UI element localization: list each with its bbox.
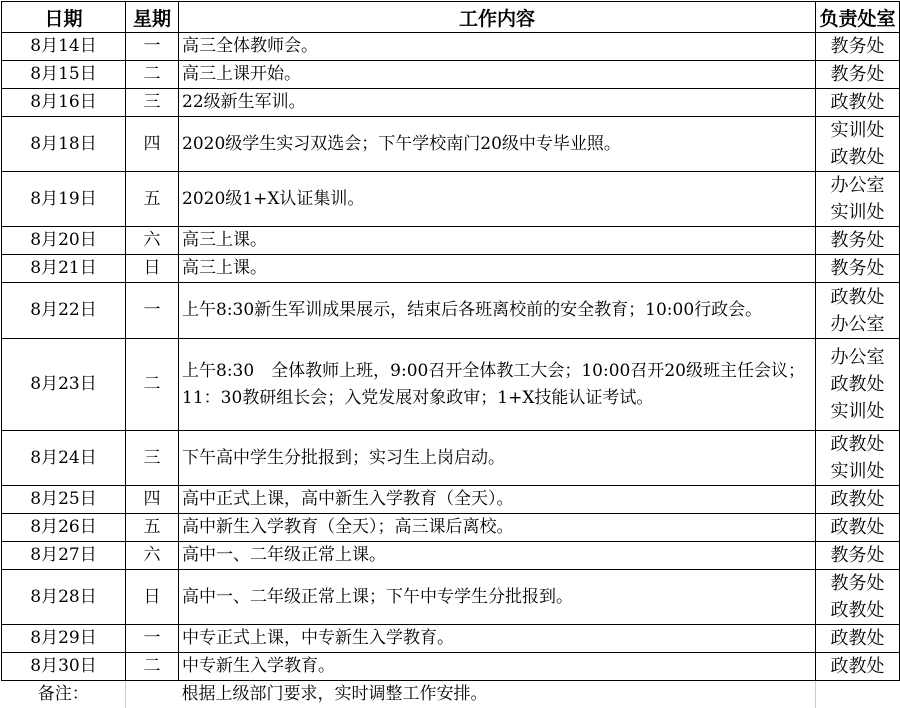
- note-text: 根据上级部门要求，实时调整工作安排。: [179, 681, 816, 708]
- date-cell: 8月19日: [2, 172, 126, 227]
- table-row: [2, 89, 900, 117]
- dept-cell: 办公室 政教处 实训处: [816, 339, 900, 431]
- table-row: [2, 625, 900, 653]
- day-cell: 六: [126, 227, 179, 255]
- day-cell: 一: [126, 625, 179, 653]
- day-cell: 三: [126, 89, 179, 117]
- dept-cell: 实训处 政教处: [816, 117, 900, 172]
- content-cell: 下午高中学生分批报到；实习生上岗启动。: [179, 431, 816, 486]
- content-cell: 22级新生军训。: [179, 89, 816, 117]
- date-cell: 8月18日: [2, 117, 126, 172]
- date-cell: 8月23日: [2, 339, 126, 431]
- table-row: [2, 542, 900, 570]
- content-cell: 高中一、二年级正常上课。: [179, 542, 816, 570]
- date-cell: 8月28日: [2, 570, 126, 625]
- date-cell: 8月21日: [2, 255, 126, 283]
- content-cell: 高三上课。: [179, 255, 816, 283]
- content-cell: 上午8:30 全体教师上班，9:00召开全体教工大会；10:00召开20级班主任会议；11：30教研组长会；入党发展对象政审；1+X技能认证考试。: [179, 339, 816, 431]
- day-cell: 三: [126, 431, 179, 486]
- content-cell: 高中正式上课，高中新生入学教育（全天）。: [179, 486, 816, 514]
- content-cell: 高三全体教师会。: [179, 33, 816, 61]
- table-row: [2, 227, 900, 255]
- content-cell: 上午8:30新生军训成果展示，结束后各班离校前的安全教育；10:00行政会。: [179, 283, 816, 339]
- day-cell: 四: [126, 486, 179, 514]
- content-cell: 高中新生入学教育（全天）；高三课后离校。: [179, 514, 816, 542]
- header-day: 星期: [126, 2, 179, 33]
- date-cell: 8月15日: [2, 61, 126, 89]
- dept-cell: 教务处 政教处: [816, 570, 900, 625]
- table-row: [2, 514, 900, 542]
- table-row: [2, 339, 900, 431]
- dept-cell: 政教处: [816, 486, 900, 514]
- table-row: [2, 255, 900, 283]
- content-cell: 2020级学生实习双选会；下午学校南门20级中专毕业照。: [179, 117, 816, 172]
- table-row: [2, 33, 900, 61]
- day-cell: 五: [126, 514, 179, 542]
- table-row: [2, 653, 900, 681]
- content-cell: 高三上课开始。: [179, 61, 816, 89]
- dept-cell: 教务处: [816, 255, 900, 283]
- note-label: 备注：: [2, 681, 126, 708]
- day-cell: 二: [126, 339, 179, 431]
- content-cell: 高三上课。: [179, 227, 816, 255]
- note-spacer: [126, 681, 179, 708]
- date-cell: 8月29日: [2, 625, 126, 653]
- header-date: 日期: [2, 2, 126, 33]
- day-cell: 一: [126, 283, 179, 339]
- dept-cell: 教务处: [816, 61, 900, 89]
- date-cell: 8月25日: [2, 486, 126, 514]
- table-row: [2, 117, 900, 172]
- content-cell: 中专新生入学教育。: [179, 653, 816, 681]
- date-cell: 8月27日: [2, 542, 126, 570]
- dept-cell: 政教处: [816, 514, 900, 542]
- dept-cell: 教务处: [816, 227, 900, 255]
- header-content: 工作内容: [179, 2, 816, 33]
- day-cell: 四: [126, 117, 179, 172]
- content-cell: 高中一、二年级正常上课；下午中专学生分批报到。: [179, 570, 816, 625]
- day-cell: 五: [126, 172, 179, 227]
- date-cell: 8月30日: [2, 653, 126, 681]
- note-row: [2, 681, 900, 708]
- date-cell: 8月22日: [2, 283, 126, 339]
- day-cell: 日: [126, 570, 179, 625]
- header-dept: 负责处室: [816, 2, 900, 33]
- day-cell: 二: [126, 653, 179, 681]
- table-row: [2, 172, 900, 227]
- note-spacer: [816, 681, 900, 708]
- dept-cell: 政教处: [816, 625, 900, 653]
- day-cell: 六: [126, 542, 179, 570]
- dept-cell: 政教处 办公室: [816, 283, 900, 339]
- table-row: [2, 61, 900, 89]
- header-row: [2, 2, 900, 33]
- date-cell: 8月14日: [2, 33, 126, 61]
- table-row: [2, 431, 900, 486]
- dept-cell: 政教处: [816, 653, 900, 681]
- day-cell: 日: [126, 255, 179, 283]
- day-cell: 二: [126, 61, 179, 89]
- dept-cell: 政教处: [816, 89, 900, 117]
- table-row: [2, 570, 900, 625]
- date-cell: 8月20日: [2, 227, 126, 255]
- dept-cell: 办公室 实训处: [816, 172, 900, 227]
- dept-cell: 教务处: [816, 542, 900, 570]
- schedule-table: [1, 1, 900, 708]
- dept-cell: 政教处 实训处: [816, 431, 900, 486]
- table-row: [2, 283, 900, 339]
- dept-cell: 教务处: [816, 33, 900, 61]
- date-cell: 8月24日: [2, 431, 126, 486]
- date-cell: 8月26日: [2, 514, 126, 542]
- table-row: [2, 486, 900, 514]
- content-cell: 2020级1+X认证集训。: [179, 172, 816, 227]
- day-cell: 一: [126, 33, 179, 61]
- date-cell: 8月16日: [2, 89, 126, 117]
- content-cell: 中专正式上课，中专新生入学教育。: [179, 625, 816, 653]
